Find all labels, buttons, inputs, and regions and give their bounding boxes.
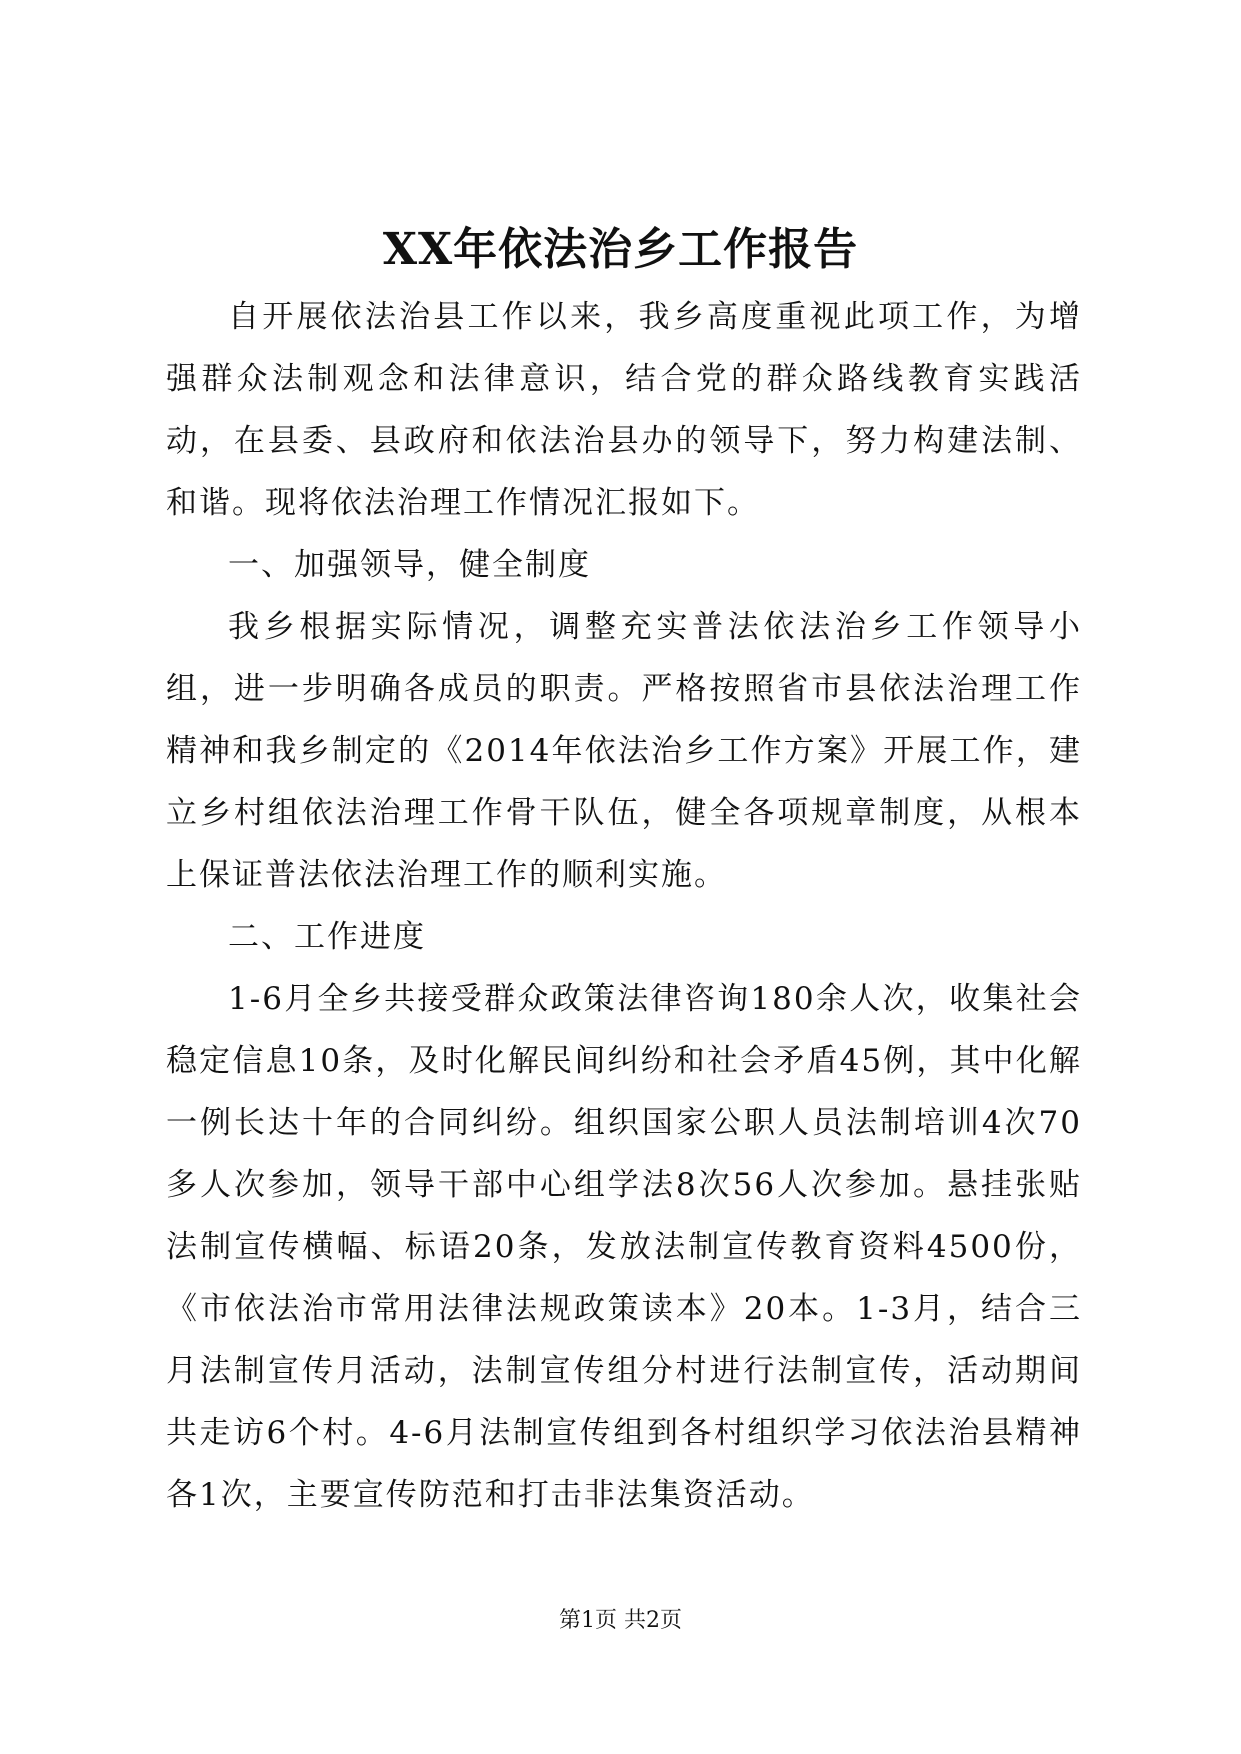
- document-title: XX年依法治乡工作报告: [382, 224, 859, 275]
- leadership-paragraph: 我乡根据实际情况，调整充实普法依法治乡工作领导小组，进一步明确各成员的职责。严格按照省市县依法治理工作精神和我乡制定的《2014年依法治乡工作方案》开展工作，建立乡村组依法治理工作骨干队伍，健全各项规章制度，从根本上保证普法依法治理工作的顺利实施。: [166, 609, 1082, 893]
- page-number-footer: 第1页 共2页: [559, 1608, 682, 1633]
- document-body: [166, 286, 1082, 1526]
- section-heading-leadership: 一、加强领导，健全制度: [228, 547, 591, 583]
- progress-paragraph: 1-6月全乡共接受群众政策法律咨询180余人次，收集社会稳定信息10条，及时化解民间纠纷和社会矛盾45例，其中化解一例长达十年的合同纠纷。组织国家公职人员法制培训4次70多人次参加，领导干部中心组学法8次56人次参加。悬挂张贴法制宣传横幅、标语20条，发放法制宣传教育资料4500份，《市依法治市常用法律法规政策读本》20本。1-3月，结合三月法制宣传月活动，法制宣传组分村进行法制宣传，活动期间共走访6个村。4-6月法制宣传组到各村组织学习依法治县精神各1次，主要宣传防范和打击非法集资活动。: [166, 981, 1082, 1513]
- intro-paragraph: 自开展依法治县工作以来，我乡高度重视此项工作，为增强群众法制观念和法律意识，结合党的群众路线教育实践活动，在县委、县政府和依法治县办的领导下，努力构建法制、和谐。现将依法治理工作情况汇报如下。: [166, 299, 1082, 521]
- section-heading-progress: 二、工作进度: [228, 919, 426, 955]
